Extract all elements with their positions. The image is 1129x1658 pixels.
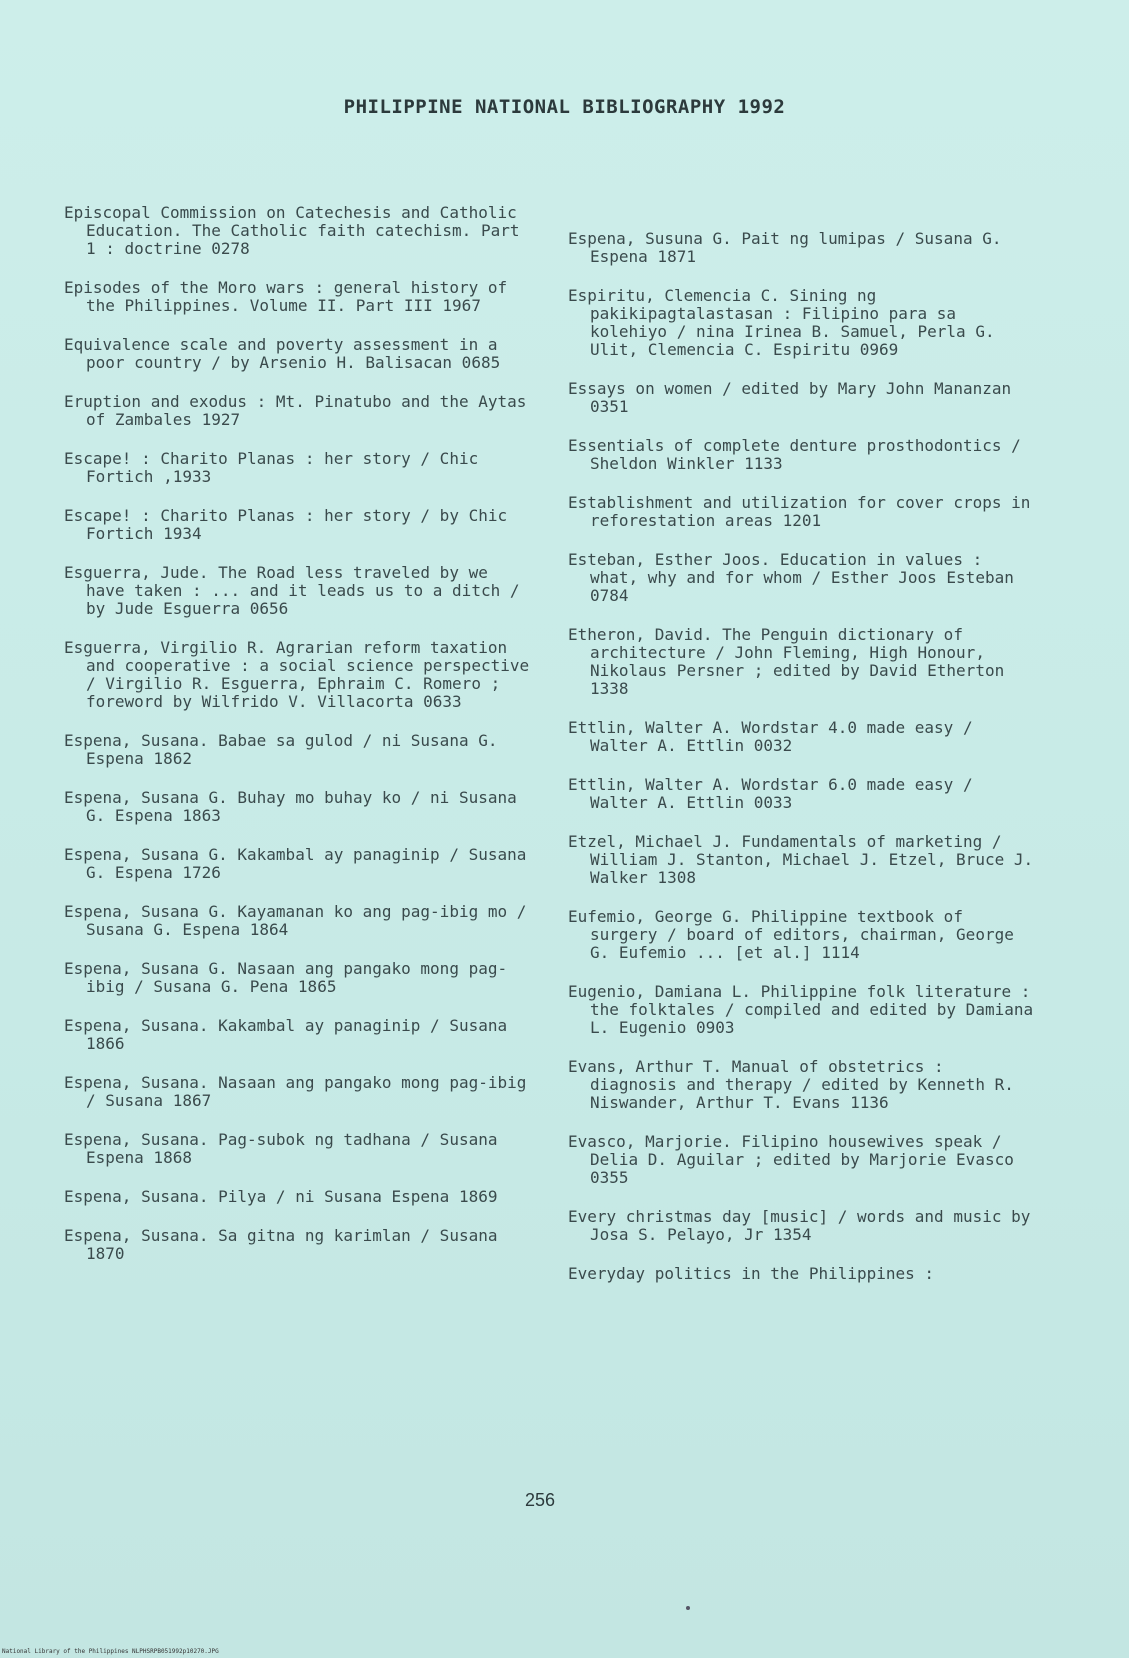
entry: Eufemio, George G. Philippine textbook of surgery / board of editors, chairman, George G. Eufemio ... [et al.] 1114 — [568, 907, 1014, 962]
entry: Esguerra, Jude. The Road less traveled by we have taken : ... and it leads us to a ditch / by Jude Esguerra 0656 — [64, 563, 520, 618]
entry: Espena, Susana. Pilya / ni Susana Espena 1869 — [64, 1187, 498, 1206]
entry: Escape! : Charito Planas : her story / by Chic Fortich 1934 — [64, 506, 508, 543]
entry: Etzel, Michael J. Fundamentals of marketing / William J. Stanton, Michael J. Etzel, Bruce J. Walker 1308 — [568, 832, 1034, 887]
entry: Evasco, Marjorie. Filipino housewives speak / Delia D. Aguilar ; edited by Marjorie Evasco 0355 — [568, 1132, 1014, 1187]
entry: Everyday politics in the Philippines : — [568, 1264, 935, 1283]
entry: Eugenio, Damiana L. Philippine folk literature : the folktales / compiled and edited by Damiana L. Eugenio 0903 — [568, 982, 1034, 1037]
entry: Esteban, Esther Joos. Education in values : what, why and for whom / Esther Joos Esteban 0784 — [568, 550, 1014, 605]
entry: Evans, Arthur T. Manual of obstetrics : diagnosis and therapy / edited by Kenneth R. Niswander, Arthur T. Evans 1136 — [568, 1057, 1014, 1112]
entry: Espena, Susana. Sa gitna ng karimlan / Susana 1870 — [64, 1226, 498, 1263]
page-number: 256 — [524, 1490, 556, 1510]
entry: Espena, Susana G. Buhay mo buhay ko / ni Susana G. Espena 1863 — [64, 788, 517, 825]
entry: Essentials of complete denture prosthodontics / Sheldon Winkler 1133 — [568, 436, 1021, 473]
entry: Esguerra, Virgilio R. Agrarian reform taxation and cooperative : a social science perspective / Virgilio R. Esguerra, Ephraim C. Romero ; foreword by Wilfrido V. Villacorta 0633 — [64, 638, 530, 711]
entry: Every christmas day [music] / words and music by Josa S. Pelayo, Jr 1354 — [568, 1207, 1031, 1244]
entry: Etheron, David. The Penguin dictionary of architecture / John Fleming, High Honour, Nikolaus Persner ; edited by David Etherton 1338 — [568, 625, 1005, 698]
entry: Episcopal Commission on Catechesis and Catholic Education. The Catholic faith catechism. Part 1 : doctrine 0278 — [64, 203, 520, 258]
entry: Espena, Susana. Babae sa gulod / ni Susana G. Espena 1862 — [64, 731, 498, 768]
entry: Espiritu, Clemencia C. Sining ng pakikipagtalastasan : Filipino para sa kolehiyo / nina Irinea B. Samuel, Perla G. Ulit, Clemencia C. Espiritu 0969 — [568, 286, 995, 359]
entry: Eruption and exodus : Mt. Pinatubo and the Aytas of Zambales 1927 — [64, 392, 527, 429]
left-column — [64, 204, 534, 1284]
entry: Espena, Susana G. Kakambal ay panaginip / Susana G. Espena 1726 — [64, 845, 527, 882]
entry: Equivalence scale and poverty assessment in a poor country / by Arsenio H. Balisacan 0685 — [64, 335, 501, 372]
entry: Ettlin, Walter A. Wordstar 4.0 made easy / Walter A. Ettlin 0032 — [568, 718, 973, 755]
entry: Episodes of the Moro wars : general history of the Philippines. Volume II. Part III 1967 — [64, 278, 508, 315]
entry: Escape! : Charito Planas : her story / Chic Fortich ,1933 — [64, 449, 479, 486]
entry: Espena, Susana. Kakambal ay panaginip / Susana 1866 — [64, 1016, 508, 1053]
entry: Espena, Susana. Pag-subok ng tadhana / Susana Espena 1868 — [64, 1130, 498, 1167]
right-column — [568, 230, 1038, 1304]
entry: Essays on women / edited by Mary John Mananzan 0351 — [568, 379, 1012, 416]
entry: Espena, Susana. Nasaan ang pangako mong pag-ibig / Susana 1867 — [64, 1073, 527, 1110]
entry: Ettlin, Walter A. Wordstar 6.0 made easy / Walter A. Ettlin 0033 — [568, 775, 973, 812]
entry: Espena, Susana G. Nasaan ang pangako mong pag-ibig / Susana G. Pena 1865 — [64, 959, 508, 996]
entry: Espena, Susuna G. Pait ng lumipas / Susana G. Espena 1871 — [568, 229, 1002, 266]
ink-speck — [686, 1606, 690, 1610]
entry: Establishment and utilization for cover crops in reforestation areas 1201 — [568, 493, 1031, 530]
entry: Espena, Susana G. Kayamanan ko ang pag-ibig mo / Susana G. Espena 1864 — [64, 902, 527, 939]
page-title: PHILIPPINE NATIONAL BIBLIOGRAPHY 1992 — [343, 96, 786, 118]
scan-label: National Library of the Philippines NLPHSRPB051992p10270.JPG — [2, 1648, 219, 1655]
